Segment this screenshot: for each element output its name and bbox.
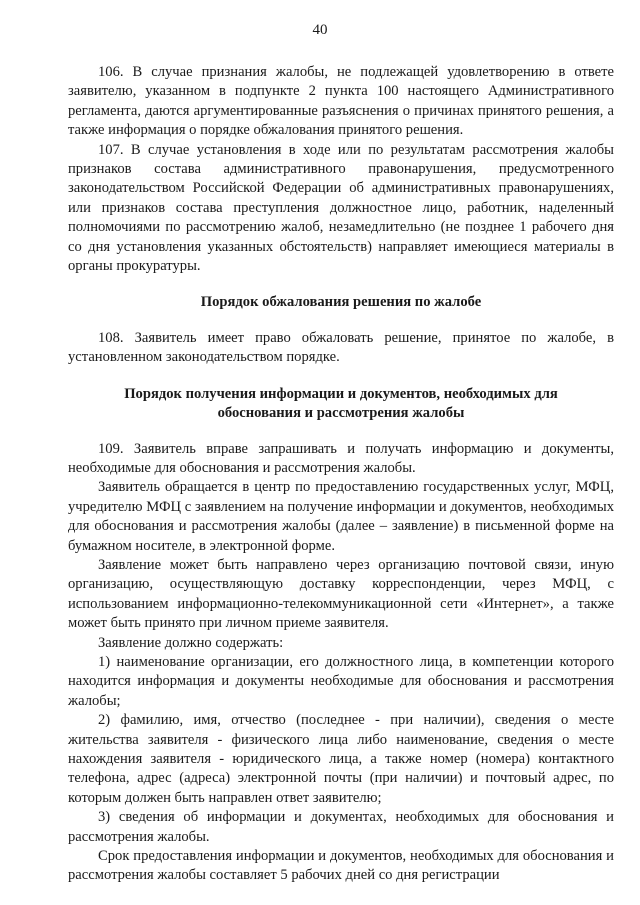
paragraph-107: 107. В случае установления в ходе или по результатам рассмотрения жалобы признаков состава административного правонарушения, предусмотренного законодательством Российской Федерации об административных правонарушениях, или признаков состава преступления должностное лицо, работник, наделенный полномочиями по рассмотрению жалоб, незамедлительно (не позднее 1 рабочего дня со дня установления указанных обстоятельств) направляет имеющиеся материалы в органы прокуратуры. — [68, 141, 614, 275]
document-body — [68, 63, 614, 886]
paragraph-applicant-request: Заявитель обращается в центр по предоставлению государственных услуг, МФЦ, учредителю МФЦ с заявлением на получение информации и документов, необходимых для обоснования и рассмотрения жалобы (далее – заявление) в письменной форме на бумажном носителе, в электронной форме. — [68, 479, 614, 554]
page-number: 40 — [312, 22, 328, 38]
paragraph-contents-intro: Заявление должно содержать: — [98, 634, 284, 651]
section-heading-appeal-decision: Порядок обжалования решения по жалобе — [200, 294, 482, 311]
list-item-1: 1) наименование организации, его должностного лица, в компетенции которого находится информация и документы необходимые для обоснования и рассмотрения жалобы; — [68, 653, 614, 709]
list-item-3: 3) сведения об информации и документах, необходимых для обоснования и рассмотрения жалобы. — [68, 809, 614, 845]
section-heading-information-request: Порядок получения информации и документов, необходимых для обоснования и рассмотрения жалобы — [124, 385, 558, 422]
paragraph-109: 109. Заявитель вправе запрашивать и получать информацию и документы, необходимые для обоснования и рассмотрения жалобы. — [68, 440, 614, 476]
paragraph-deadline: Срок предоставления информации и документов, необходимых для обоснования и рассмотрения жалобы составляет 5 рабочих дней со дня регистрации — [68, 848, 614, 884]
paragraph-submission-methods: Заявление может быть направлено через организацию почтовой связи, иную организацию, осуществляющую доставку корреспонденции, через МФЦ, с использованием информационно-телекоммуникационной сети «Интернет», а также может быть принято при личном приеме заявителя. — [68, 556, 614, 632]
paragraph-108: 108. Заявитель имеет право обжаловать решение, принятое по жалобе, в установленном законодательством порядке. — [68, 329, 614, 366]
paragraph-106: 106. В случае признания жалобы, не подлежащей удовлетворению в ответе заявителю, указанном в подпункте 2 пункта 100 настоящего Административного регламента, даются аргументированные разъяснения о причинах принятого решения, а также информация о порядке обжалования принятого решения. — [68, 64, 614, 139]
list-item-2: 2) фамилию, имя, отчество (последнее - при наличии), сведения о месте жительства заявителя - физического лица либо наименование, сведения о месте нахождения заявителя - юридического лица, а также номер (номера) контактного телефона, адрес (адреса) электронной почты (при наличии) и почтовый адрес, по которым должен быть направлен ответ заявителю; — [68, 712, 614, 806]
